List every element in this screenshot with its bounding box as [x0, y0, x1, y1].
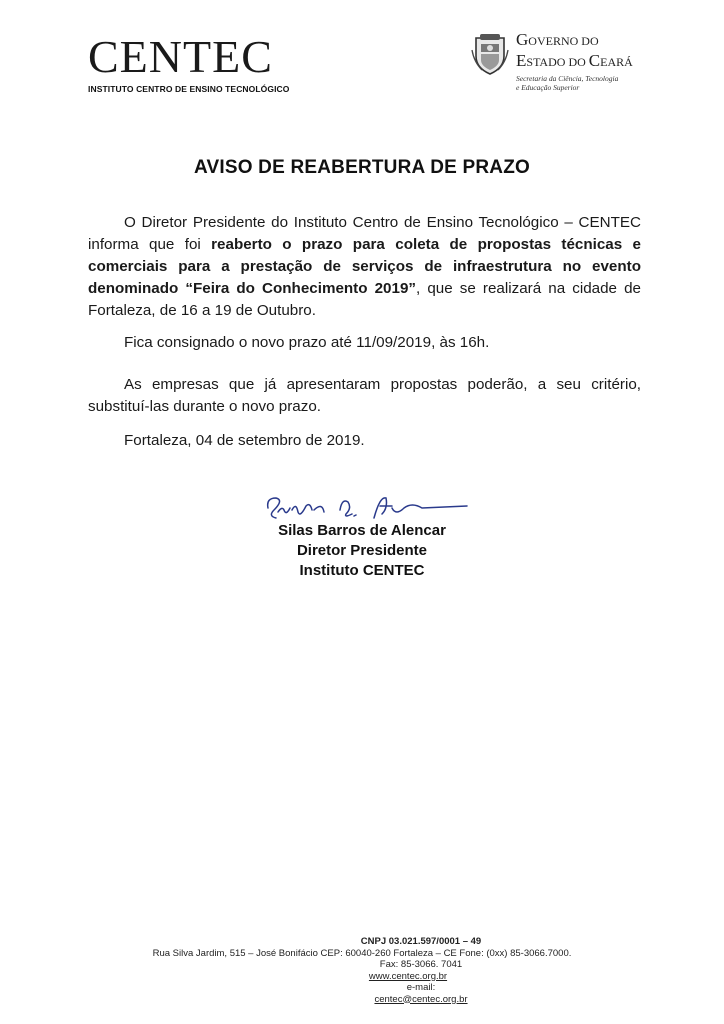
signatory-block [0, 521, 724, 581]
document-footer [0, 936, 724, 1005]
handwritten-signature [262, 488, 482, 524]
place-date: Fortaleza, 04 de setembro de 2019. [124, 432, 365, 449]
document-body [88, 212, 641, 449]
footer-email-label: e-mail: [406, 982, 436, 993]
centec-logo-subtitle: INSTITUTO CENTRO DE ENSINO TECNOLÓGICO [88, 84, 290, 94]
signatory-institution: Instituto CENTEC [299, 562, 425, 579]
secretaria-line-1: Secretaria da Ciência, Tecnologia [516, 74, 619, 83]
signatory-role: Diretor Presidente [296, 542, 428, 559]
centec-logo [88, 31, 308, 94]
footer-email-link[interactable]: centec@centec.org.br [374, 993, 468, 1005]
paragraph-deadline: Fica consignado o novo prazo até 11/09/2019, às 16h. [124, 334, 490, 351]
footer-fax: Fax: 85-3066. 7041 [379, 959, 463, 970]
footer-links [118, 971, 724, 1006]
footer-address: Rua Silva Jardim, 515 – José Bonifácio CEP: 60040-260 Fortaleza – CE Fone: (0xx) 85-3066.7000. [152, 947, 572, 959]
coat-of-arms-icon [470, 32, 510, 76]
footer-cnpj: CNPJ 03.021.597/0001 – 49 [360, 936, 482, 947]
footer-website-link[interactable]: www.centec.org.br [368, 970, 448, 982]
governo-ceara-logo [470, 30, 670, 100]
secretaria-line-2: e Educação Superior [516, 83, 580, 92]
signatory-name: Silas Barros de Alencar [278, 522, 446, 539]
paragraph-proposals: As empresas que já apresentaram propostas poderão, a seu critério, substituí-las durante o novo prazo. [88, 376, 641, 415]
centec-logo-name: CENTEC [88, 31, 273, 82]
document-title: AVISO DE REABERTURA DE PRAZO [193, 157, 530, 178]
governo-line: GOVERNO DO [516, 30, 599, 49]
paragraph-announcement: O Diretor Presidente do Instituto Centro de Ensino Tecnológico – CENTEC informa que foi reaberto o prazo para coleta de propostas técnicas e comerciais para a prestação de serviços de infraestrutura no evento denominado “Feira do Conhecimento 2019”, que se realizará na cidade de Fortaleza, de 16 a 19 de Outubro. [88, 214, 641, 319]
estado-line: ESTADO DO CEARÁ [516, 51, 633, 70]
